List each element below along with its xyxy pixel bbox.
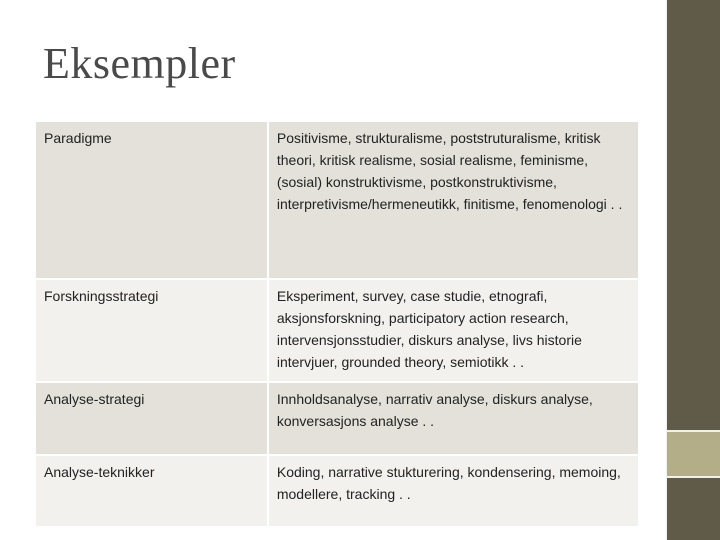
- table-cell-description: [269, 383, 638, 456]
- table-cell-description: [269, 456, 638, 528]
- term-label: Analyse-teknikker: [44, 464, 155, 480]
- table-cell-term: [36, 280, 269, 383]
- description-text: Koding, narrative stukturering, kondensering, memoing, modellere, tracking . .: [276, 464, 621, 502]
- term-label: Paradigme: [44, 130, 112, 146]
- table-row: [36, 456, 638, 528]
- table-cell-description: [269, 122, 638, 280]
- side-band-bottom: [667, 478, 720, 540]
- examples-table: [36, 122, 638, 528]
- table-cell-description: [269, 280, 638, 383]
- side-band-accent: [667, 432, 720, 476]
- description-text: Positivisme, strukturalisme, poststruturalisme, kritisk theori, kritisk realisme, sosial realisme, feminisme, (sosial) konstruktivisme, postkonstruktivisme, interpretivisme/hermeneutikk, finitisme, fenomenologi . .: [276, 130, 623, 212]
- table-row: [36, 280, 638, 383]
- slide-title: Eksempler: [43, 39, 236, 88]
- description-text: Innholdsanalyse, narrativ analyse, diskurs analyse, konversasjons analyse . .: [276, 391, 593, 429]
- description-text: Eksperiment, survey, case studie, etnografi, aksjonsforskning, participatory action research, intervensjonsstudier, diskurs analyse, livs historie intervjuer, grounded theory, semiotikk . .: [276, 288, 582, 370]
- table-row: [36, 383, 638, 456]
- table-cell-term: [36, 383, 269, 456]
- table-cell-term: [36, 456, 269, 528]
- side-band-top: [667, 0, 720, 430]
- term-label: Forskningsstrategi: [44, 288, 159, 304]
- table-row: [36, 122, 638, 280]
- table-cell-term: [36, 122, 269, 280]
- term-label: Analyse-strategi: [44, 391, 145, 407]
